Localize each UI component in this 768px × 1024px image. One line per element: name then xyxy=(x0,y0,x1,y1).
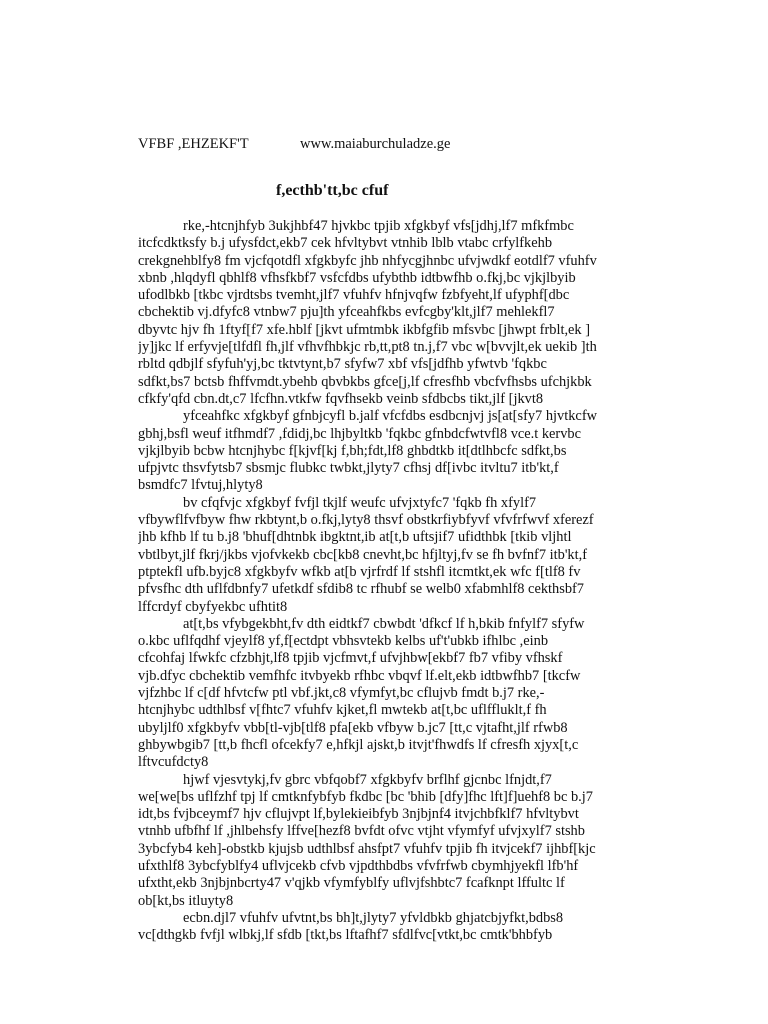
author-name: VFBF ,EHZEKF'T xyxy=(138,136,249,152)
text-line: ubyljlf0 xfgkbyfv vbb[tl-vjb[tlf8 pfa[ekb vfbyw b.jc7 [tt,c vjtafht,jlf rfwb8 xyxy=(138,719,568,736)
text-line: ufpjvtc thsvfytsb7 sbsmjc flubkc twbkt,jlyty7 cfhsj df[ivbc itvltu7 itb'kt,f xyxy=(138,460,559,477)
text-line: ufodlbkb [tkbc vjrdtsbs tvemht,jlf7 vfuhfv hfnjvqfw fzbfyeht,lf ufyphf[dbc xyxy=(138,287,570,304)
text-line: dbyvtc hjv fh 1ftyf[f7 xfe.hblf [jkvt ufmtmbk ikbfgfib mfsvbc [jhwpt frblt,ek ] xyxy=(138,321,591,338)
text-line: sdfkt,bs7 bctsb fhffvmdt.ybehb qbvbkbs gfce[j,lf cfresfhb vbcfvfhsbs ufchjkbk xyxy=(138,373,592,390)
text-line: o.kbc uflfqdhf vjeylf8 yf,f[ectdpt vbhsvtekb kelbs uf't'ubkb ifhlbc ,einb xyxy=(138,633,549,650)
text-line: gbhj,bsfl weuf itfhmdf7 ,fdidj,bc lhjbyltkb 'fqkbc gfnbdcfwtvfl8 vce.t kervbc xyxy=(138,425,582,442)
text-line: ufxtht,ekb 3njbjnbcrty47 v'qjkb vfymfyblfy uflvjfshbtc7 fcafknpt lffultc lf xyxy=(138,875,565,892)
text-line: rbltd qdbjlf sfyfuh'yj,bc tktvtynt,b7 sfyfw7 xbf vfs[jdfhb yfwtvb 'fqkbc xyxy=(138,356,547,373)
text-line: 3ybcfyb4 keh]-obstkb kjujsb udthlbsf ahsfpt7 vfuhfv tpjib fh itvjcekf7 ijhbf[kjc xyxy=(138,840,596,857)
text-line: itcfcdktksfy b.j ufysfdct,ekb7 cek hfvltybvt vtnhib lblb vtabc crfylfkehb xyxy=(138,235,553,252)
document-header xyxy=(138,136,450,153)
text-line: cfcohfaj lfwkfc cfzbhjt,lf8 tpjib vjcfmvt,f ufvjhbw[ekbf7 fb7 vfiby vfhskf xyxy=(138,650,563,667)
text-line: vbtlbyt,jlf fkrj/jkbs vjofvkekb cbc[kb8 cnevht,bc hfjltyj,fv se fh bvfnf7 itb'kt,f xyxy=(138,546,588,563)
text-line: cbchektib vj.dfyfc8 vtnbw7 pju]th yfceahfkbs evfcgby'klt,jlf7 mehlekfl7 xyxy=(138,304,555,321)
text-line: hjwf vjesvtykj,fv gbrc vbfqobf7 xfgkbyfv brflhf gjcnbc lfnjdt,f7 xyxy=(183,771,552,788)
document-title: f,ecthb'tt,bc cfuf xyxy=(276,182,389,199)
text-line: xbnb ,hlqdyfl qbhlf8 vfhsfkbf7 vsfcfdbs ufybthb idtbwfhb o.fkj,bc vjkjlbyib xyxy=(138,269,576,286)
text-line: vc[dthgkb fvfjl wlbkj,lf sfdb [tkt,bs lftafhf7 sfdlfvc[vtkt,bc cmtk'bhbfyb xyxy=(138,927,553,944)
text-line: cfkfy'qfd cbn.dt,c7 lfcfhn.vtkfw fqvfhsekb veinb sfdbcbs tikt,jlf [jkvt8 xyxy=(138,390,544,407)
text-line: vjkjlbyib bcbw htcnjhybc f[kjvf[kj f,bh;fdt,lf8 ghbdtkb it[dtlhbcfc sdfkt,bs xyxy=(138,442,567,459)
text-line: rke,-htcnjhfyb 3ukjhbf47 hjvkbc tpjib xfgkbyf vfs[jdhj,lf7 mfkfmbc xyxy=(183,218,574,234)
text-line: at[t,bs vfybgekbht,fv dth eidtkf7 cbwbdt 'dfkcf lf h,bkib fnfylf7 sfyfw xyxy=(183,615,585,632)
text-line: jy]jkc lf erfyvje[tlfdfl fh,jlf vfhvfhbkjc rb,tt,pt8 tn.j,f7 vbc w[bvvjlt,ek uekib ]th xyxy=(138,339,597,356)
text-line: idt,bs fvjbceymf7 hjv cflujvpt lf,bylekieibfyb 3njbjnf4 itvjchbfklf7 hfvltybvt xyxy=(138,806,579,823)
text-line: we[we[bs uflfzhf tpj lf cmtknfybfyb fkdbc [bc 'bhib [dfy]fhc lft]f]uehf8 bc b.j7 xyxy=(138,788,593,805)
text-line: lffcrdyf cbyfyekbc ufhtit8 xyxy=(138,598,288,615)
text-line: bv cfqfvjc xfgkbyf fvfjl tkjlf weufc ufvjxtyfc7 'fqkb fh xfylf7 xyxy=(183,494,537,511)
text-line: vjb.dfyc cbchektib vemfhfc itvbyekb rfhbc vbqvf lf.elt,ekb idtbwfhb7 [tkcfw xyxy=(138,667,581,684)
text-line: ptptekfl ufb.byjc8 xfgkbyfv wfkb at[b vjrfrdf lf stshfl itcmtkt,ek wfc f[tlf8 fv xyxy=(138,563,581,580)
text-line: ufxthlf8 3ybcfyblfy4 uflvjcekb cfvb vjpdthbdbs vfvfrfwb cbymhjyekfl lfb'hf xyxy=(138,857,579,874)
text-line: vfbywflfvfbyw fhw rkbtynt,b o.fkj,lyty8 thsvf obstkrfiybfyvf vfvfrfwvf xferezf xyxy=(138,512,594,529)
text-line: bsmdfc7 lfvtuj,hlyty8 xyxy=(138,477,263,494)
document-body xyxy=(138,218,638,944)
text-line: ob[kt,bs itluyty8 xyxy=(138,892,234,909)
text-line: vjfzhbc lf c[df hfvtcfw ptl vbf.jkt,c8 vfymfyt,bc cflujvb fmdt b.j7 rke,- xyxy=(138,685,545,702)
text-line: lftvcufdcty8 xyxy=(138,754,209,771)
text-line: crekgnehblfy8 fm vjcfqotdfl xfgkbyfc jhb nhfycgjhnbc ufvjwdkf eotdlf7 vfuhfv xyxy=(138,252,597,269)
text-line: vtnhb ufbfhf lf ,jhlbehsfy lffve[hezf8 bvfdt ofvc vtjht vfymfyf ufvjxylf7 stshb xyxy=(138,823,585,840)
text-line: ecbn.djl7 vfuhfv ufvtnt,bs bh]t,jlyty7 yfvldbkb ghjatcbjyfkt,bdbs8 xyxy=(183,909,564,926)
text-line: pfvsfhc dth uflfdbnfy7 ufetkdf sfdib8 tc rfhubf se welb0 xfabmhlf8 cekthsbf7 xyxy=(138,581,584,598)
text-line: jhb kfhb lf tu b.j8 'bhuf[dhtnbk ibgktnt,ib at[t,b uftsjif7 ufidthbk [tkib vljhtl xyxy=(138,529,572,546)
text-line: htcnjhybc udthlbsf v[fhtc7 vfuhfv kjket,fl mwtekb at[t,bc uflffluklt,f fh xyxy=(138,702,547,719)
text-line: yfceahfkc xfgkbyf gfnbjcyfl b.jalf vfcfdbs esdbcnjvj js[at[sfy7 hjvtkcfw xyxy=(183,408,597,425)
website-url: www.maiaburchuladze.ge xyxy=(300,136,451,152)
text-line: ghbywbgib7 [tt,b fhcfl ofcekfy7 e,hfkjl ajskt,b itvjt'fhwdfs lf cfresfh xjyx[t,c xyxy=(138,736,579,753)
